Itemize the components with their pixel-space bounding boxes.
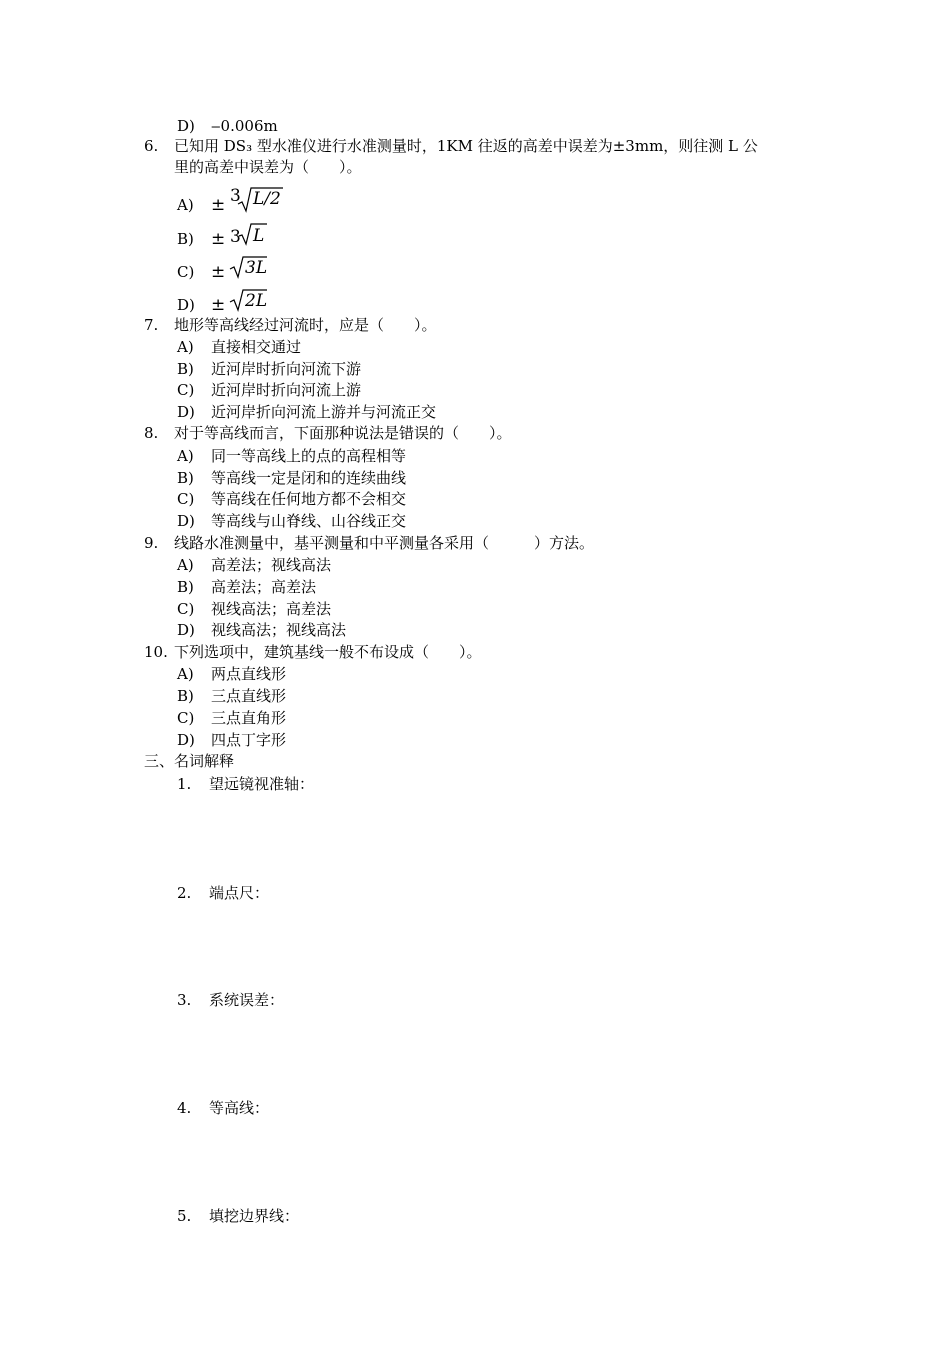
option-letter: D) xyxy=(177,117,195,135)
option-letter: C) xyxy=(177,381,195,399)
term-number: 5. xyxy=(177,1207,192,1225)
radicand: 2L xyxy=(245,291,268,311)
term-number: 2. xyxy=(177,884,192,902)
term-number: 1. xyxy=(177,775,192,793)
option-text: 四点丁字形 xyxy=(211,731,287,749)
option-letter: D) xyxy=(177,621,195,639)
option-letter: B) xyxy=(177,230,194,248)
option-text: 等高线一定是闭和的连续曲线 xyxy=(211,469,407,487)
question-number: 6. xyxy=(144,137,159,155)
question-number: 7. xyxy=(144,316,159,334)
plus-minus-sign: ± xyxy=(211,195,226,215)
option-letter: A) xyxy=(177,196,194,214)
option-letter: D) xyxy=(177,296,195,314)
term-text: 等高线： xyxy=(209,1099,270,1117)
option-text: 视线高法；视线高法 xyxy=(211,621,347,639)
question-text: 里的高差中误差为（ ）。 xyxy=(174,158,362,176)
option-text: 近河岸时折向河流上游 xyxy=(211,381,362,399)
question-number: 10. xyxy=(144,643,168,661)
question-text: 对于等高线而言，下面那种说法是错误的（ ）。 xyxy=(174,424,512,442)
radical-expression xyxy=(211,218,301,250)
option-text: 三点直线形 xyxy=(211,687,287,705)
option-text: 直接相交通过 xyxy=(211,338,302,356)
option-letter: A) xyxy=(177,447,194,465)
plus-minus-sign: ± xyxy=(211,229,226,249)
term-number: 4. xyxy=(177,1099,192,1117)
option-letter: B) xyxy=(177,578,194,596)
section-title: 三、名词解释 xyxy=(144,752,235,770)
radicand: L xyxy=(253,226,265,246)
option-text: 近河岸时折向河流下游 xyxy=(211,360,362,378)
question-number: 9. xyxy=(144,534,159,552)
option-letter: B) xyxy=(177,469,194,487)
question-text: 已知用 DS₃ 型水准仪进行水准测量时，1KM 往返的高差中误差为±3mm，则往测 L 公 xyxy=(174,137,758,155)
radicand: L/2 xyxy=(253,189,281,209)
option-letter: A) xyxy=(177,665,194,683)
radical-expression xyxy=(211,251,301,283)
option-letter: B) xyxy=(177,360,194,378)
option-letter: A) xyxy=(177,338,194,356)
term-number: 3. xyxy=(177,991,192,1009)
option-text: 近河岸折向河流上游并与河流正交 xyxy=(211,403,437,421)
term-text: 望远镜视准轴： xyxy=(209,775,315,793)
radicand: 3L xyxy=(245,258,268,278)
radical-expression xyxy=(211,284,301,316)
option-text: 高差法；高差法 xyxy=(211,578,317,596)
term-text: 系统误差： xyxy=(209,991,285,1009)
term-text: 端点尺： xyxy=(209,884,270,902)
radical-expression xyxy=(211,184,301,216)
option-letter: C) xyxy=(177,490,195,508)
option-letter: C) xyxy=(177,263,195,281)
question-text: 下列选项中，建筑基线一般不布设成（ ）。 xyxy=(174,643,482,661)
option-text: 同一等高线上的点的高程相等 xyxy=(211,447,407,465)
root-index: 3 xyxy=(230,186,241,206)
option-letter: C) xyxy=(177,709,195,727)
question-text: 线路水准测量中，基平测量和中平测量各采用（ ）方法。 xyxy=(174,534,595,552)
option-text: 等高线与山脊线、山谷线正交 xyxy=(211,512,407,530)
option-letter: D) xyxy=(177,403,195,421)
plus-minus-sign: ± xyxy=(211,262,226,282)
option-letter: D) xyxy=(177,512,195,530)
question-text: 地形等高线经过河流时，应是（ ）。 xyxy=(174,316,437,334)
option-text: 两点直线形 xyxy=(211,665,287,683)
option-letter: A) xyxy=(177,556,194,574)
coefficient: 3 xyxy=(230,227,241,247)
option-text: 高差法；视线高法 xyxy=(211,556,332,574)
option-letter: D) xyxy=(177,731,195,749)
option-text: 视线高法；高差法 xyxy=(211,600,332,618)
plus-minus-sign: ± xyxy=(211,295,226,315)
option-text: 三点直角形 xyxy=(211,709,287,727)
option-letter: C) xyxy=(177,600,195,618)
option-letter: B) xyxy=(177,687,194,705)
option-text: 等高线在任何地方都不会相交 xyxy=(211,490,407,508)
option-text: ‒0.006m xyxy=(211,117,278,135)
question-number: 8. xyxy=(144,424,159,442)
term-text: 填挖边界线： xyxy=(209,1207,300,1225)
